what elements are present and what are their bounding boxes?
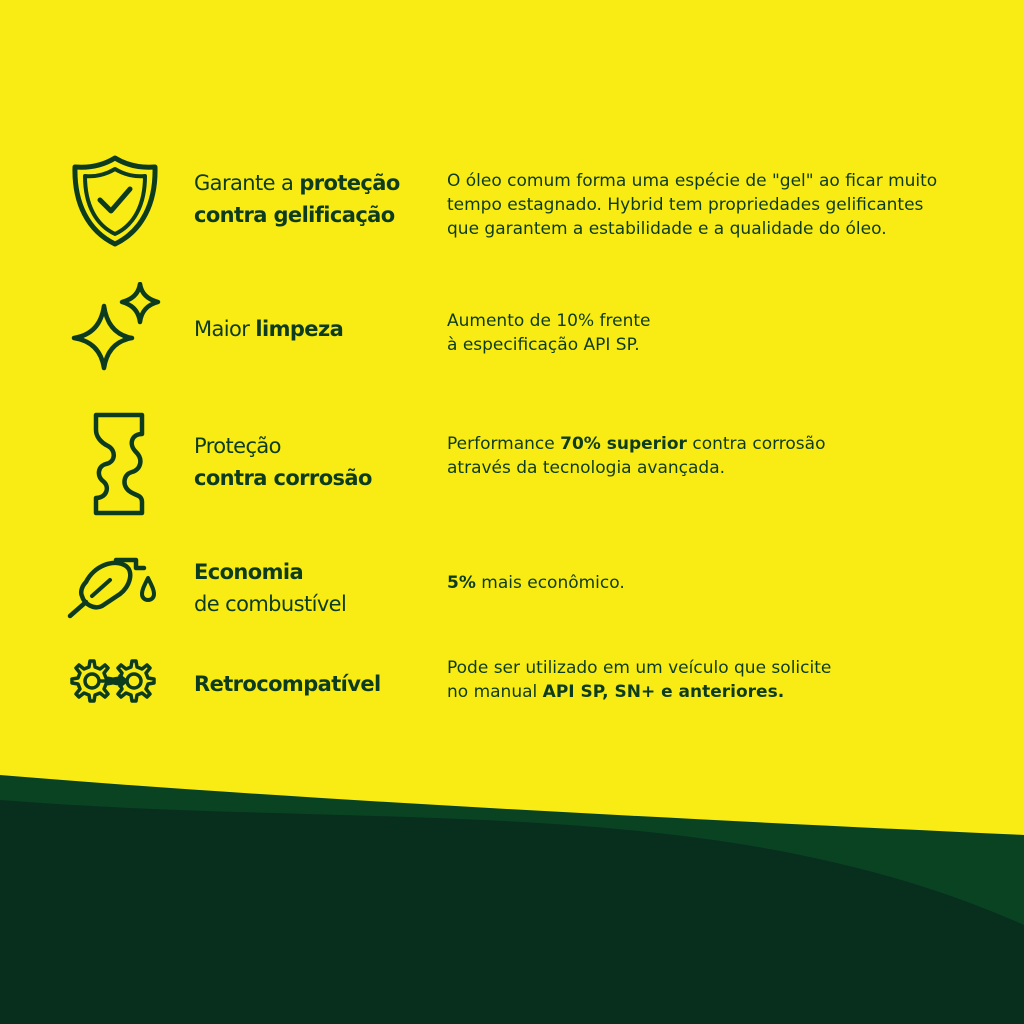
gears-compatibility-icon (66, 656, 158, 704)
feature-description: Pode ser utilizado em um veículo que solicite no manual API SP, SN+ e anteriores. (447, 658, 832, 702)
feature-title: Proteção contra corrosão (194, 434, 372, 490)
feature-description: O óleo comum forma uma espécie de "gel" ao ficar muito tempo estagnado. Hybrid tem propriedades gelificantes que garantem a estabilidade e a qualidade do óleo. (447, 171, 938, 239)
corroded-metal-icon (92, 412, 146, 516)
feature-description: Aumento de 10% frente à especificação API SP. (447, 311, 651, 355)
feature-title: Maior limpeza (194, 317, 344, 341)
feature-title: Economia de combustível (194, 560, 347, 616)
shield-check-icon (70, 155, 160, 247)
feature-description: 5% mais econômico. (447, 573, 625, 593)
feature-title: Retrocompatível (194, 672, 381, 696)
feature-description: Performance 70% superior contra corrosão através da tecnologia avançada. (447, 434, 826, 478)
feature-title: Garante a proteção contra gelificação (194, 171, 400, 227)
sparkles-icon (68, 282, 164, 372)
fuel-nozzle-icon (64, 552, 160, 622)
